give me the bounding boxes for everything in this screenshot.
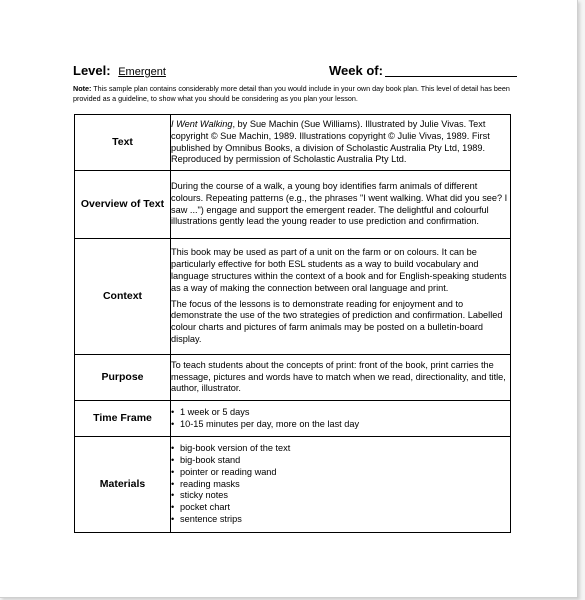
list-item: • 10-15 minutes per day, more on the last day bbox=[171, 419, 510, 431]
level-label: Level: bbox=[73, 63, 111, 78]
book-citation: , by Sue Machin (Sue Williams). Illustrated by Julie Vivas. Text copyright © Sue Machin, 1989. Illustrations copyright © Julie Vivas, 1989. First published by Omnibus Books, a division of Scholastic Australia Pty Ltd, 1989. Reproduced by permission of Scholastic Australia Pty Ltd. bbox=[171, 118, 490, 165]
table-row-time-frame bbox=[75, 401, 511, 437]
week-of-label: Week of: bbox=[329, 63, 383, 78]
list-item: • sentence strips bbox=[171, 514, 510, 526]
row-content-text bbox=[171, 115, 511, 171]
row-content-overview: During the course of a walk, a young boy identifies farm animals of different colours. Repeating patterns (e.g., the phrases "I went walking. What did you see? I saw ...") engage and support the emergent reader. The delightful and colourful illustrations gently lead the young reader to use prediction and confirmation. bbox=[171, 171, 511, 239]
list-item: • pocket chart bbox=[171, 502, 510, 514]
week-of-blank-line bbox=[385, 76, 517, 77]
row-label-purpose: Purpose bbox=[75, 355, 171, 401]
list-item: • 1 week or 5 days bbox=[171, 407, 510, 419]
row-label-text: Text bbox=[75, 115, 171, 171]
row-content-purpose: To teach students about the concepts of print: front of the book, print carries the message, pictures and words have to match when we read, directionality, and title, author, illustrator. bbox=[171, 355, 511, 401]
header-row bbox=[73, 63, 523, 81]
context-paragraph-1: This book may be used as part of a unit on the farm or on colours. It can be particularly effective for both ESL students as a way to build vocabulary and language structures within the context of a book and for English-speaking students as a way of making the connection between oral language and print. bbox=[171, 247, 507, 293]
note-paragraph bbox=[73, 84, 513, 104]
row-label-overview: Overview of Text bbox=[75, 171, 171, 239]
table-row-context bbox=[75, 239, 511, 355]
table-row-text bbox=[75, 115, 511, 171]
note-text: This sample plan contains considerably more detail than you would include in your own day book plan. This level of detail has been provided as a guideline, to show what you should be considering as you plan your lesson. bbox=[73, 84, 510, 103]
list-item: • pointer or reading wand bbox=[171, 467, 510, 479]
list-item: • reading masks bbox=[171, 479, 510, 491]
row-label-context: Context bbox=[75, 239, 171, 355]
row-content-context bbox=[171, 239, 511, 355]
lesson-plan-table bbox=[74, 114, 511, 533]
row-content-materials bbox=[171, 437, 511, 533]
table-row-materials bbox=[75, 437, 511, 533]
row-content-time-frame bbox=[171, 401, 511, 437]
time-frame-list bbox=[171, 407, 510, 431]
list-item: • big-book version of the text bbox=[171, 443, 510, 455]
context-paragraph-2: The focus of the lessons is to demonstrate reading for enjoyment and to demonstrate the use of the two strategies of prediction and confirmation. Labelled colour charts and pictures of farm animals may be posted on a bulletin-board display. bbox=[171, 298, 503, 344]
list-item: • big-book stand bbox=[171, 455, 510, 467]
row-label-materials: Materials bbox=[75, 437, 171, 533]
table-row-overview bbox=[75, 171, 511, 239]
table-row-purpose bbox=[75, 355, 511, 401]
materials-list bbox=[171, 443, 510, 526]
list-item: • sticky notes bbox=[171, 490, 510, 502]
row-label-time-frame: Time Frame bbox=[75, 401, 171, 437]
note-label: Note: bbox=[73, 84, 92, 93]
book-title: I Went Walking bbox=[171, 118, 233, 129]
level-value: Emergent bbox=[118, 66, 166, 78]
